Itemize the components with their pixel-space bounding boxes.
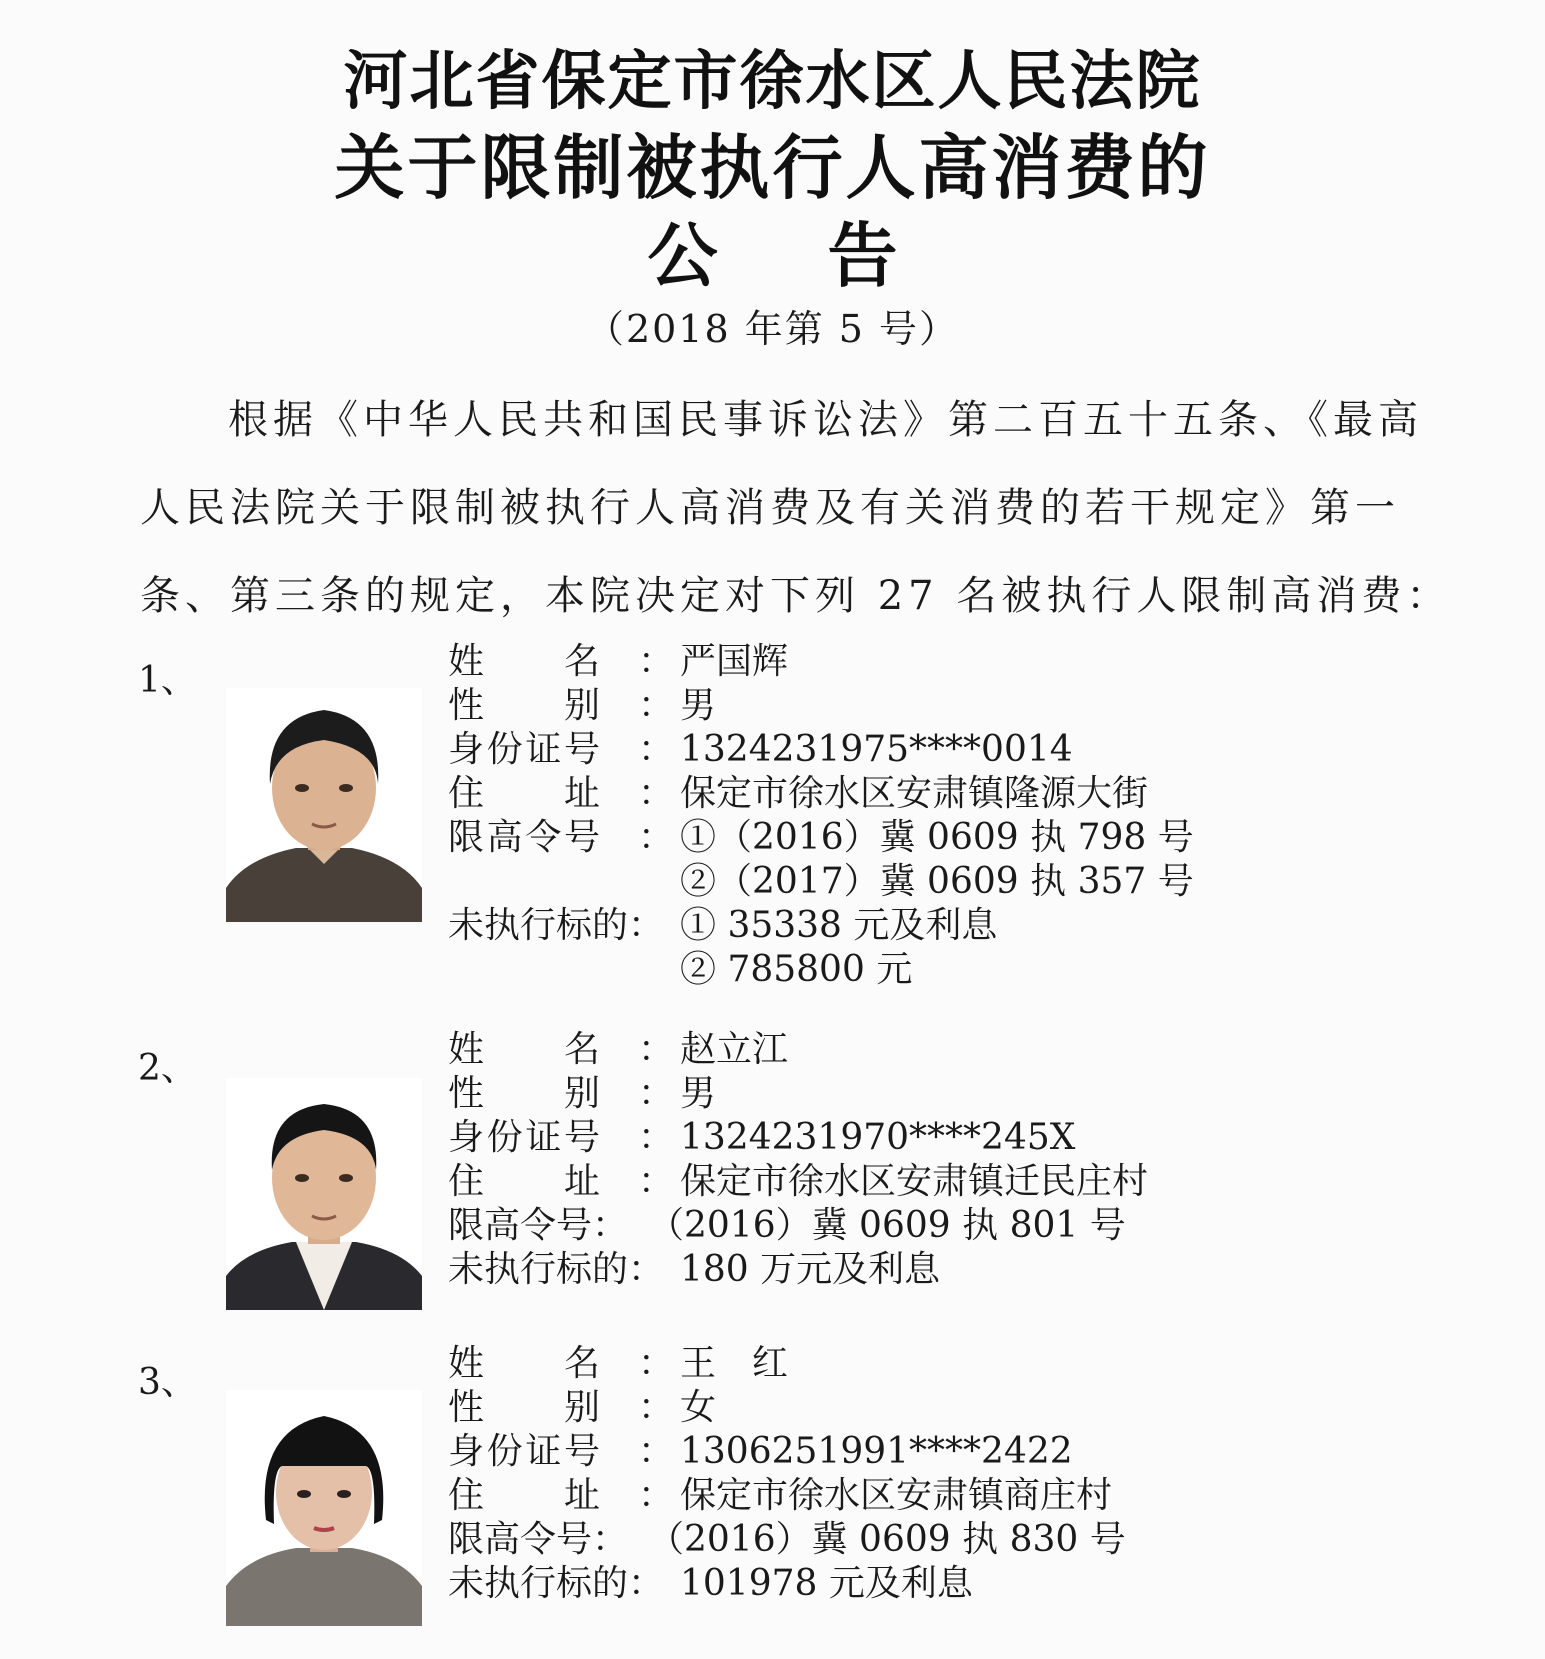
address-value: 保定市徐水区安肃镇迁民庄村 (680, 1161, 1149, 1202)
name-label: 姓 名 (448, 1029, 600, 1070)
id-value: 1324231970****245X (680, 1117, 1076, 1158)
address-label: 住 址 (448, 773, 600, 814)
amount-value: 180 万元及利息 (680, 1249, 941, 1290)
amount-value-2: ② 785800 元 (680, 949, 913, 990)
name-label: 姓 名 (448, 1343, 600, 1384)
gender-value: 男 (680, 1073, 717, 1114)
order-value-1: ①（2016）冀 0609 执 798 号 (680, 817, 1194, 858)
amount-value-1: ① 35338 元及利息 (680, 905, 998, 946)
notice-subject: 关于限制被执行人高消费的 (334, 126, 1211, 209)
order-label: 限 高 令 号 (448, 817, 600, 858)
document-number: （2018 年第 5 号） (585, 307, 960, 351)
name-value: 王 红 (680, 1343, 789, 1384)
order-value: （2016）冀 0609 执 830 号 (648, 1519, 1126, 1560)
amount-label: 未执行标的： (448, 1563, 665, 1604)
notice-heading: 公告 (647, 214, 1008, 297)
gender-label: 性 别 (448, 685, 600, 726)
id-label: 身 份 证 号 (448, 729, 600, 770)
address-value: 保定市徐水区安肃镇商庄村 (680, 1475, 1113, 1516)
amount-label: 未执行标的： (448, 1249, 665, 1290)
gender-value: 男 (680, 685, 717, 726)
id-label: 身 份 证 号 (448, 1117, 600, 1158)
person-1-photo (226, 688, 422, 922)
intro-line-2: 人民法院关于限制被执行人高消费及有关消费的若干规定》第一 (140, 485, 1400, 531)
person-3-number: 3、 (138, 1362, 197, 1403)
person-2-photo (226, 1078, 422, 1310)
intro-line-3: 条、第三条的规定，本院决定对下列 27 名被执行人限制高消费： (140, 573, 1452, 619)
order-label: 限高令号： (448, 1205, 629, 1246)
person-1-number: 1、 (138, 660, 197, 701)
address-label: 住 址 (448, 1475, 600, 1516)
person-3-photo (226, 1390, 422, 1626)
intro-line-1: 根据《中华人民共和国民事诉讼法》第二百五十五条、《最高 (228, 397, 1423, 443)
gender-label: 性 别 (448, 1387, 600, 1428)
gender-value: 女 (680, 1387, 717, 1428)
id-label: 身 份 证 号 (448, 1431, 600, 1472)
name-label: 姓 名 (448, 641, 600, 682)
amount-value: 101978 元及利息 (680, 1563, 973, 1604)
id-value: 1306251991****2422 (680, 1431, 1073, 1472)
name-value: 严国辉 (680, 641, 789, 682)
order-value-2: ②（2017）冀 0609 执 357 号 (680, 861, 1194, 902)
gender-label: 性 别 (448, 1073, 600, 1114)
court-title: 河北省保定市徐水区人民法院 (343, 44, 1202, 119)
person-2-number: 2、 (138, 1048, 197, 1089)
order-value: （2016）冀 0609 执 801 号 (648, 1205, 1126, 1246)
id-value: 1324231975****0014 (680, 729, 1073, 770)
order-label: 限高令号： (448, 1519, 629, 1560)
address-label: 住 址 (448, 1161, 600, 1202)
amount-label: 未执行标的： (448, 905, 665, 946)
address-value: 保定市徐水区安肃镇隆源大街 (680, 773, 1149, 814)
name-value: 赵立江 (680, 1029, 789, 1070)
